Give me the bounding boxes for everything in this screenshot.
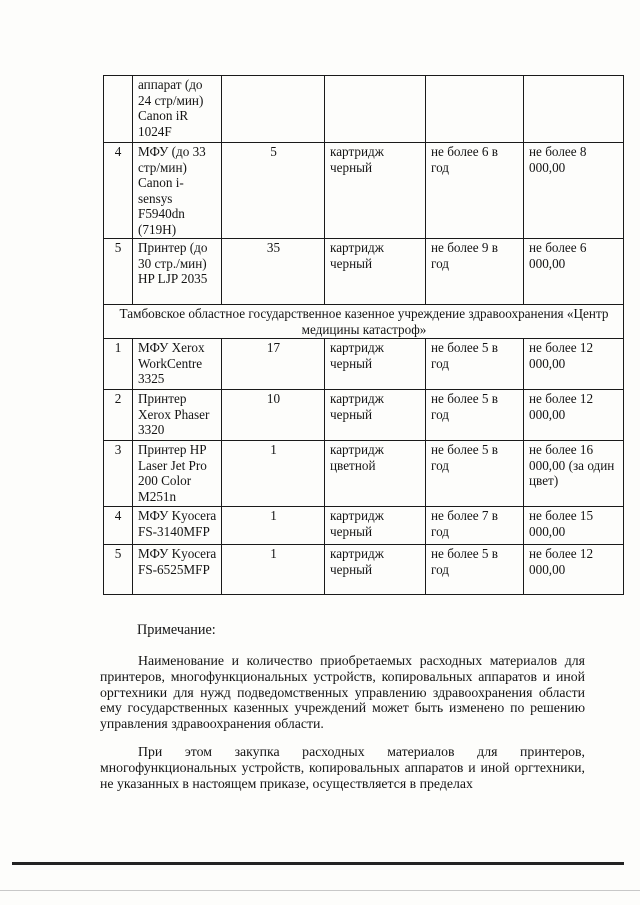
device-count: 5 (222, 143, 325, 239)
usage-norm: не более 5 в год (426, 390, 524, 441)
price-limit: не более 16 000,00 (за один цвет) (524, 441, 624, 507)
price-limit: не более 12 000,00 (524, 545, 624, 595)
device-name: МФУ (до 33 стр/мин) Canon i-sensys F5940dn (719H) (133, 143, 222, 239)
note-paragraph-2: При этом закупка расходных материалов для принтеров, многофункциональных устройств, копировальных аппаратов и иной оргтехники, не указанных в настоящем приказе, осуществляется в пределах (100, 744, 585, 791)
row-number: 2 (104, 390, 133, 441)
usage-norm: не более 7 в год (426, 507, 524, 545)
cartridge-type: картридж цветной (325, 441, 426, 507)
supplies-table (103, 75, 624, 595)
usage-norm: не более 9 в год (426, 239, 524, 305)
device-name: Принтер (до 30 стр./мин) HP LJP 2035 (133, 239, 222, 305)
usage-norm: не более 5 в год (426, 545, 524, 595)
table-row (104, 390, 624, 441)
usage-norm: не более 5 в год (426, 441, 524, 507)
note-paragraph-1: Наименование и количество приобретаемых расходных материалов для принтеров, многофункциональных устройств, копировальных аппаратов и иной оргтехники для нужд подведомственных управлению здравоохранения области ему государственных казенных учреждений может быть изменено по решению управления здравоохранения области. (100, 653, 585, 732)
usage-norm: не более 6 в год (426, 143, 524, 239)
cartridge-type: картридж черный (325, 507, 426, 545)
table-row (104, 76, 624, 143)
device-name: МФУ Kyocera FS-6525MFP (133, 545, 222, 595)
table-row (104, 441, 624, 507)
cartridge-type: картридж черный (325, 239, 426, 305)
price-limit: не более 12 000,00 (524, 339, 624, 390)
row-number (104, 76, 133, 143)
organization-name: Тамбовское областное государственное казенное учреждение здравоохранения «Центр медицины катастроф» (104, 305, 624, 339)
note-title: Примечание: (137, 622, 216, 638)
device-count: 10 (222, 390, 325, 441)
page-bottom-rule (12, 862, 624, 865)
table-row (104, 507, 624, 545)
scan-edge-line (0, 890, 640, 891)
price-limit: не более 8 000,00 (524, 143, 624, 239)
device-name: Принтер Xerox Phaser 3320 (133, 390, 222, 441)
table-row (104, 239, 624, 305)
device-count (222, 76, 325, 143)
cartridge-type: картридж черный (325, 545, 426, 595)
usage-norm: не более 5 в год (426, 339, 524, 390)
device-name: аппарат (до 24 стр/мин) Canon iR 1024F (133, 76, 222, 143)
row-number: 3 (104, 441, 133, 507)
device-name: Принтер HP Laser Jet Pro 200 Color M251n (133, 441, 222, 507)
device-count: 17 (222, 339, 325, 390)
device-name: МФУ Xerox WorkCentre 3325 (133, 339, 222, 390)
price-limit (524, 76, 624, 143)
row-number: 1 (104, 339, 133, 390)
device-count: 1 (222, 441, 325, 507)
price-limit: не более 15 000,00 (524, 507, 624, 545)
table-row (104, 339, 624, 390)
row-number: 4 (104, 507, 133, 545)
device-count: 35 (222, 239, 325, 305)
table-row (104, 545, 624, 595)
cartridge-type: картридж черный (325, 339, 426, 390)
device-name: МФУ Kyocera FS-3140MFP (133, 507, 222, 545)
cartridge-type: картридж черный (325, 143, 426, 239)
cartridge-type: картридж черный (325, 390, 426, 441)
price-limit: не более 12 000,00 (524, 390, 624, 441)
device-count: 1 (222, 507, 325, 545)
cartridge-type (325, 76, 426, 143)
row-number: 4 (104, 143, 133, 239)
price-limit: не более 6 000,00 (524, 239, 624, 305)
table-org-row (104, 305, 624, 339)
table-row (104, 143, 624, 239)
row-number: 5 (104, 545, 133, 595)
usage-norm (426, 76, 524, 143)
device-count: 1 (222, 545, 325, 595)
row-number: 5 (104, 239, 133, 305)
